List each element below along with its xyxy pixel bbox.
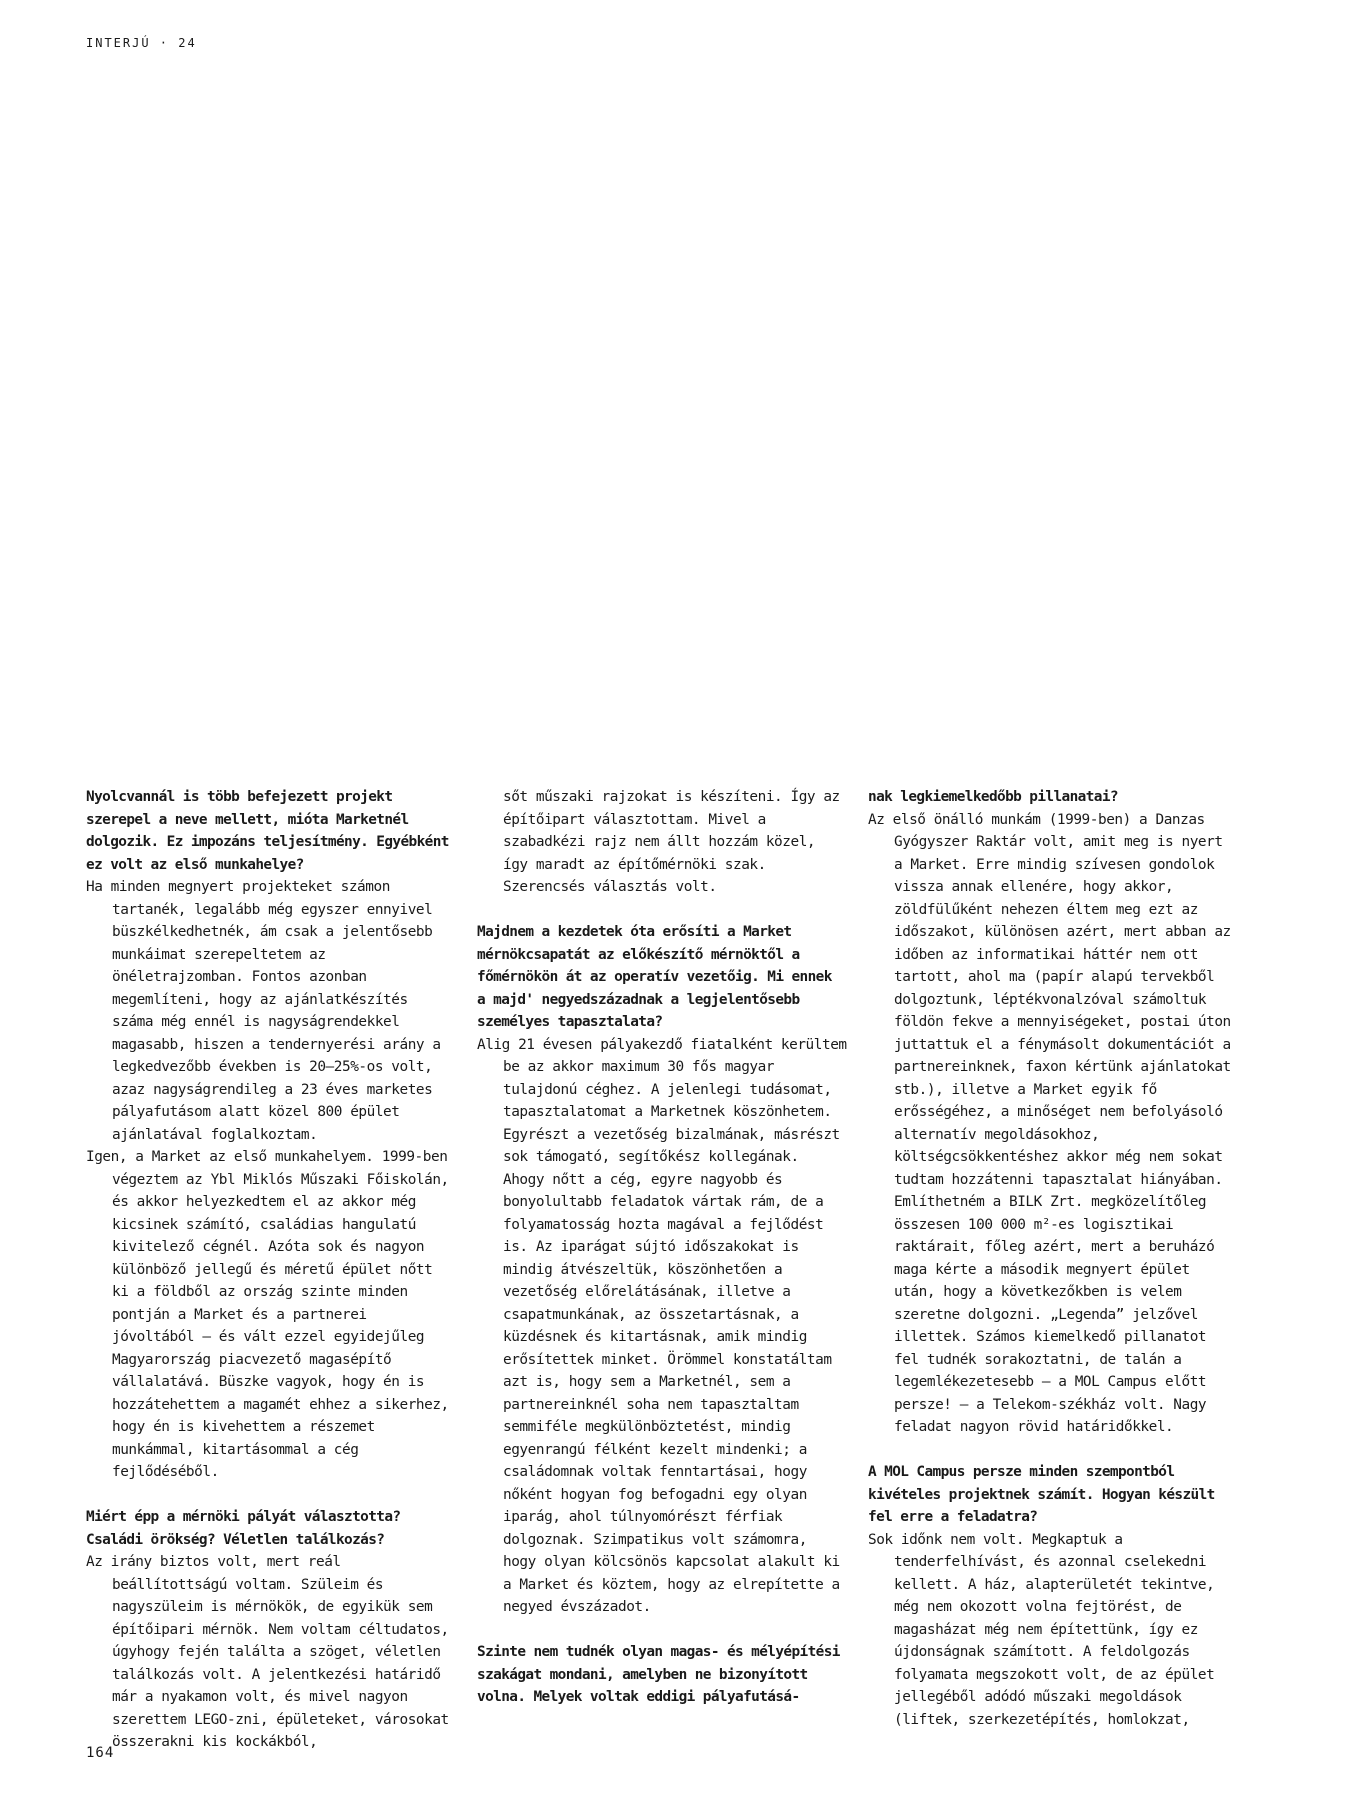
paragraph-gap bbox=[477, 1619, 847, 1642]
interview-answer-paragraph: Ha minden megnyert projekteket számon tartanék, legalább még egyszer ennyivel büszkélkedhetnék, ám csak a jelentősebb munkáimat szerepeltetem az önéletrajzomban. Fontos azonban megemlíteni, hogy az ajánlatkészítés száma még ennél is nagyságrendekkel magasabb, hiszen a tendernyerési arány a legkedvezőbb években is 20–25%-os volt, azaz nagyságrendileg a 23 éves marketes pályafutásom alatt közel 800 épület ajánlatával foglalkoztam. bbox=[86, 879, 441, 1143]
interview-answer-paragraph: Az első önálló munkám (1999-ben) a Danzas Gyógyszer Raktár volt, amit meg is nyert a Market. Erre mindig szívesen gondolok vissza annak ellenére, hogy akkor, zöldfülűként nehezen éltem meg ezt az időszakot, különösen azért, mert abban az időben az informatikai háttér nem ott tartott, ahol ma (papír alapú tervekből dolgoztunk, léptékvonalzóval számoltuk földön fekve a mennyiségeket, postai úton juttattuk el a fénymásolt dokumentációt a partnereinknek, faxon kértünk ajánlatokat stb.), illetve a Market egyik fő erősségéhez, a minőséget nem befolyásoló alternatív megoldásokhoz, költségcsökkentéshez akkor még nem sokat tudtam hozzátenni tapasztalat hiányában. Említhetném a BILK Zrt. megközelítőleg összesen 100 000 m²-es logisztikai raktárait, főleg azért, mert a beruházó maga kérte a második megnyert épület után, hogy a következőkben is velem szeretne dolgozni. „Legenda” jelzővel illettek. Számos kiemelkedő pillanatot fel tudnék sorakoztatni, de talán a legemlékezetesebb – a MOL Campus előtt persze! – a Telekom-székház volt. Nagy feladat nagyon rövid határidőkkel. bbox=[868, 811, 1231, 1435]
text-column-3 bbox=[868, 786, 1238, 1731]
text-column-2 bbox=[477, 786, 847, 1709]
section-header: INTERJÚ · 24 bbox=[86, 36, 197, 50]
interview-answer-paragraph: Igen, a Market az első munkahelyem. 1999-ben végeztem az Ybl Miklós Műszaki Főiskolán, és akkor helyezkedtem el az akkor még kicsinek számító, családias hangulatú kivitelező cégnél. Azóta sok és nagyon különböző jellegű és méretű épület nőtt ki a földből az ország szinte minden pontján a Market és a partnerei jóvoltából – és vált ezzel egyidejűleg Magyarország piacvezető magasépítő vállalatává. Büszke vagyok, hogy én is hozzátehettem a magamét ehhez a sikerhez, hogy én is kivehettem a részemet munkámmal, kitartásommal a cég fejlődéséből. bbox=[86, 1149, 449, 1480]
interview-answer-continuation: sőt műszaki rajzokat is készíteni. Így az építőipart választottam. Mivel a szabadkézi rajz nem állt hozzám közel, így maradt az építőmérnöki szak. Szerencsés választás volt. bbox=[503, 789, 840, 895]
interview-question: Majdnem a kezdetek óta erősíti a Market mérnökcsapatát az előkészítő mérnöktől a főmérnökön át az operatív vezetőig. Mi ennek a majd' negyedszázadnak a legjelentősebb személyes tapasztalata? bbox=[477, 924, 832, 1030]
interview-answer-paragraph: Alig 21 évesen pályakezdő fiatalként kerültem be az akkor maximum 30 fős magyar tulajdonú céghez. A jelenlegi tudásomat, tapasztalatomat a Marketnek köszönhetem. Egyrészt a vezetőség bizalmának, másrészt sok támogató, segítőkész kollegának. Ahogy nőtt a cég, egyre nagyobb és bonyolultabb feladatok vártak rám, de a folyamatosság hozta magával a fejlődést is. Az iparágat sújtó időszakokat is mindig átvészeltük, köszönhetően a vezetőség előrelátásának, illetve a csapatmunkának, az összetartásnak, a küzdésnek és kitartásnak, amik mindig erősítettek minket. Örömmel konstatáltam azt is, hogy sem a Marketnél, sem a partnereinknél soha nem tapasztaltam semmiféle megkülönböztetést, mindig egyenrangú félként kezelt mindenki; a családomnak voltak fenntartásai, hogy nőként hogyan fog befogadni egy olyan iparág, ahol túlnyomórészt férfiak dolgoznak. Szimpatikus volt számomra, hogy olyan kölcsönös kapcsolat alakult ki a Market és köztem, hogy az elrepítette a negyed évszázadot. bbox=[477, 1036, 847, 1615]
interview-answer-paragraph: Az irány biztos volt, mert reál beállítottságú voltam. Szüleim és nagyszüleim is mérnökök, de egyikük sem építőipari mérnök. Nem voltam céltudatos, úgyhogy fején találta a szöget, véletlen találkozás volt. A jelentkezési határidő már a nyakamon volt, és mivel nagyon szerettem LEGO-zni, épületeket, városokat összerakni kis kockákból, bbox=[86, 1554, 449, 1750]
interview-question: Szinte nem tudnék olyan magas- és mélyépítési szakágat mondani, amelyben ne bizonyított volna. Melyek voltak eddigi pályafutásá- bbox=[477, 1644, 840, 1705]
interview-question-continuation: nak legkiemelkedőbb pillanatai? bbox=[868, 789, 1118, 805]
paragraph-gap bbox=[477, 899, 847, 922]
paragraph-gap bbox=[86, 1484, 456, 1507]
interview-question: A MOL Campus persze minden szempontból kivételes projektnek számít. Hogyan készült fel erre a feladatra? bbox=[868, 1464, 1215, 1525]
interview-answer-paragraph: Sok időnk nem volt. Megkaptuk a tenderfelhívást, és azonnal cselekedni kellett. A ház, alapterületét tekintve, még nem okozott volna fejtörést, de magasházat még nem építettünk, így ez újdonságnak számított. A feldolgozás folyamata megszokott volt, de az épület jellegéből adódó műszaki megoldások (liftek, szerkezetépítés, homlokzat, bbox=[868, 1531, 1215, 1728]
interview-question: Nyolcvannál is több befejezett projekt szerepel a neve mellett, mióta Marketnél dolgozik. Ez impozáns teljesítmény. Egyébként ez volt az első munkahelye? bbox=[86, 789, 449, 873]
interview-question: Miért épp a mérnöki pályát választotta? Családi örökség? Véletlen találkozás? bbox=[86, 1509, 401, 1548]
page-number: 164 bbox=[86, 1745, 115, 1761]
text-column-1 bbox=[86, 786, 456, 1754]
paragraph-gap bbox=[868, 1439, 1238, 1462]
